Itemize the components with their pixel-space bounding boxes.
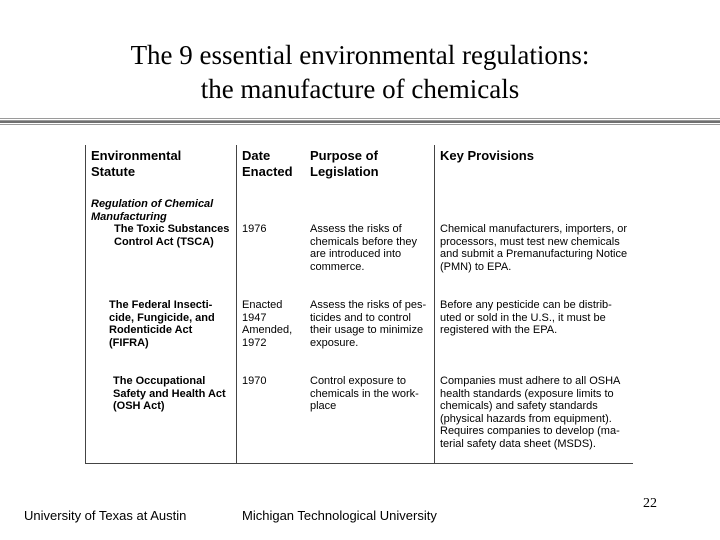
date-line: 1972 — [242, 336, 267, 349]
footer-center-text: Michigan Technological University — [242, 508, 437, 523]
date-cell — [242, 299, 292, 349]
table-column-divider — [236, 145, 237, 463]
statute-line: The Occupational — [113, 375, 206, 387]
provisions-line: Chemical manufacturers, importers, or — [440, 223, 628, 235]
header-date-line-1: Date — [242, 148, 271, 163]
statute-line: Rodenticide Act — [109, 324, 193, 337]
header-purpose-line-2: Legislation — [310, 163, 379, 179]
slide-title — [0, 38, 720, 106]
purpose-line: place — [310, 400, 337, 413]
header-provisions-text: Key Provisions — [440, 148, 534, 163]
purpose-line: Control exposure to — [310, 375, 406, 387]
provisions-line: (physical hazards from equipment). — [440, 412, 612, 425]
provisions-line: terial safety data sheet (MSDS). — [440, 437, 596, 450]
date-cell — [242, 223, 266, 236]
purpose-cell — [310, 299, 426, 349]
section-heading-line-2: Manufacturing — [91, 210, 167, 223]
statute-line: Control Act (TSCA) — [114, 235, 214, 248]
purpose-line: Assess the risks of — [310, 223, 402, 235]
table-left-border — [85, 145, 86, 463]
slide-title-line-2: the manufacture of chemicals — [200, 74, 520, 104]
statute-line: (FIFRA) — [109, 336, 149, 349]
statute-line: cide, Fungicide, and — [109, 311, 215, 324]
date-line: 1970 — [242, 375, 267, 387]
table-bottom-border — [85, 463, 633, 464]
purpose-line: chemicals before they — [310, 235, 417, 248]
provisions-line: Requires companies to develop (ma- — [440, 425, 620, 438]
provisions-line: chemicals) and safety standards — [440, 400, 598, 413]
statute-cell — [113, 375, 226, 413]
header-purpose-of-legislation — [310, 148, 379, 179]
table-column-divider — [434, 145, 435, 463]
statute-line: The Toxic Substances — [114, 223, 230, 235]
provisions-line: Before any pesticide can be distrib- — [440, 299, 612, 311]
slide-title-line-1: The 9 essential environmental regulations: — [130, 40, 590, 70]
header-date-line-2: Enacted — [242, 163, 293, 179]
date-line: 1947 — [242, 311, 267, 324]
header-key-provisions — [440, 148, 534, 164]
header-date-enacted — [242, 148, 293, 179]
purpose-line: ticides and to control — [310, 311, 411, 324]
provisions-cell — [440, 299, 612, 337]
provisions-line: and submit a Premanufacturing Notice — [440, 248, 628, 261]
purpose-line: exposure. — [310, 336, 359, 349]
date-line: Enacted — [242, 299, 283, 311]
date-line: 1976 — [242, 223, 267, 235]
header-statute-line-1: Environmental — [91, 148, 182, 163]
footer-left-text: University of Texas at Austin — [24, 508, 187, 523]
purpose-line: Assess the risks of pes- — [310, 299, 427, 311]
section-heading-line-1: Regulation of Chemical — [91, 198, 214, 210]
header-environmental-statute — [91, 148, 181, 179]
purpose-line: commerce. — [310, 260, 365, 273]
statute-line: The Federal Insecti- — [109, 299, 213, 311]
provisions-cell — [440, 223, 627, 273]
provisions-line: (PMN) to EPA. — [440, 260, 512, 273]
statute-cell — [109, 299, 215, 349]
page-number: 22 — [643, 496, 657, 511]
statute-line: Safety and Health Act — [113, 387, 226, 400]
header-statute-line-2: Statute — [91, 163, 136, 179]
provisions-line: uted or sold in the U.S., it must be — [440, 311, 606, 324]
date-cell — [242, 375, 266, 388]
provisions-line: Companies must adhere to all OSHA — [440, 375, 621, 387]
header-purpose-line-1: Purpose of — [310, 148, 378, 163]
statute-line: (OSH Act) — [113, 400, 165, 413]
provisions-cell — [440, 375, 620, 451]
provisions-line: health standards (exposure limits to — [440, 387, 614, 400]
section-heading — [91, 198, 213, 223]
provisions-line: registered with the EPA. — [440, 324, 558, 337]
provisions-line: processors, must test new chemicals — [440, 235, 620, 248]
title-divider-accent — [0, 121, 720, 123]
date-line: Amended, — [242, 324, 293, 337]
purpose-cell — [310, 223, 417, 273]
purpose-line: chemicals in the work- — [310, 387, 419, 400]
purpose-line: their usage to minimize — [310, 324, 424, 337]
purpose-line: are introduced into — [310, 248, 402, 261]
statute-cell — [114, 223, 229, 248]
purpose-cell — [310, 375, 419, 413]
